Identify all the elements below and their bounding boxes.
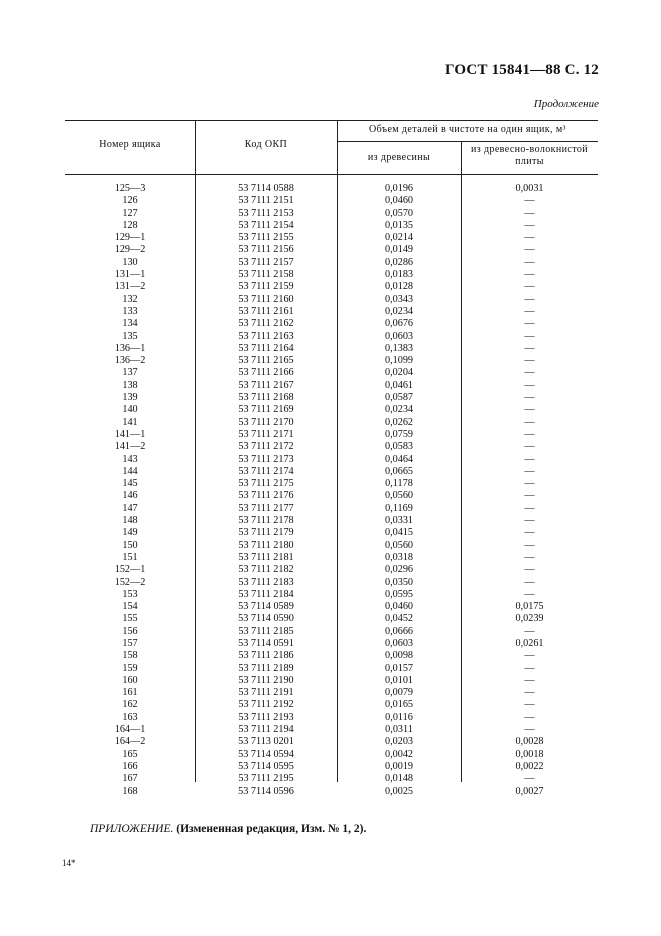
- cell-number: 145: [122, 478, 138, 490]
- cell-wood: 0,1099: [384, 355, 413, 367]
- table-row: [65, 773, 598, 785]
- cell-number: 136—2: [114, 355, 146, 367]
- cell-code: 53 7111 2169: [238, 404, 294, 416]
- cell-number: 128: [122, 219, 138, 231]
- table-row: [65, 589, 598, 601]
- cell-fiberboard: —: [524, 232, 535, 244]
- cell-code: 53 7111 2156: [238, 244, 294, 256]
- cell-code: 53 7111 2189: [238, 662, 294, 674]
- cell-wood: 0,0570: [384, 207, 413, 219]
- table-row: [65, 564, 598, 576]
- cell-fiberboard: —: [524, 428, 535, 440]
- table-row: [65, 331, 598, 343]
- table-row: [65, 318, 598, 330]
- cell-code: 53 7111 2186: [238, 650, 294, 662]
- cell-number: 144: [122, 465, 138, 477]
- cell-fiberboard: —: [524, 465, 535, 477]
- cell-wood: 0,0603: [384, 330, 413, 342]
- cell-code: 53 7111 2164: [238, 342, 294, 354]
- cell-number: 151: [122, 551, 138, 563]
- cell-fiberboard: —: [524, 711, 535, 723]
- cell-wood: 0,0296: [384, 564, 413, 576]
- cell-fiberboard: —: [524, 588, 535, 600]
- table-row: [65, 515, 598, 527]
- cell-fiberboard: —: [524, 392, 535, 404]
- table-row: [65, 490, 598, 502]
- cell-wood: 0,0461: [384, 379, 413, 391]
- cell-fiberboard: —: [524, 305, 535, 317]
- cell-wood: 0,0587: [384, 392, 413, 404]
- table-row: [65, 527, 598, 539]
- table-row: [65, 257, 598, 269]
- cell-wood: 0,0676: [384, 318, 413, 330]
- table-row: [65, 294, 598, 306]
- table-row: [65, 626, 598, 638]
- cell-wood: 0,0183: [384, 269, 413, 281]
- cell-fiberboard: —: [524, 625, 535, 637]
- cell-fiberboard: —: [524, 379, 535, 391]
- cell-fiberboard: —: [524, 539, 535, 551]
- cell-number: 166: [122, 760, 138, 772]
- table-row: [65, 417, 598, 429]
- table-row: [65, 613, 598, 625]
- cell-number: 137: [122, 367, 138, 379]
- cell-fiberboard: —: [524, 527, 535, 539]
- cell-wood: 0,0098: [384, 650, 413, 662]
- document-header: ГОСТ 15841—88 С. 12: [445, 62, 599, 78]
- cell-code: 53 7111 2163: [238, 330, 294, 342]
- cell-number: 146: [122, 490, 138, 502]
- cell-wood: 0,0019: [384, 760, 413, 772]
- table-row: [65, 724, 598, 736]
- table-row: [65, 749, 598, 761]
- cell-fiberboard: —: [524, 724, 535, 736]
- cell-code: 53 7111 2160: [238, 293, 294, 305]
- table-row: [65, 478, 598, 490]
- cell-wood: 0,0042: [384, 748, 413, 760]
- table-row: [65, 577, 598, 589]
- cell-number: 127: [122, 207, 138, 219]
- cell-fiberboard: —: [524, 490, 535, 502]
- cell-fiberboard: —: [524, 318, 535, 330]
- cell-fiberboard: —: [524, 219, 535, 231]
- cell-code: 53 7111 2157: [238, 256, 294, 268]
- cell-code: 53 7111 2158: [238, 269, 294, 281]
- appendix-note: [90, 823, 366, 835]
- cell-code: 53 7111 2175: [238, 478, 294, 490]
- cell-code: 53 7111 2159: [238, 281, 294, 293]
- page-footer-mark: 14*: [62, 858, 76, 868]
- cell-wood: 0,0286: [384, 256, 413, 268]
- cell-number: 136—1: [114, 342, 146, 354]
- cell-code: 53 7111 2161: [238, 305, 294, 317]
- cell-code: 53 7111 2190: [238, 674, 294, 686]
- cell-code: 53 7111 2194: [238, 724, 294, 736]
- cell-number: 156: [122, 625, 138, 637]
- table-row: [65, 503, 598, 515]
- cell-fiberboard: —: [524, 478, 535, 490]
- cell-fiberboard: —: [524, 441, 535, 453]
- table-row: [65, 712, 598, 724]
- cell-wood: 0,0759: [384, 428, 413, 440]
- cell-number: 162: [122, 699, 138, 711]
- note-bold: (Измененная редакция, Изм. № 1, 2).: [176, 823, 367, 835]
- cell-number: 165: [122, 748, 138, 760]
- cell-fiberboard: —: [524, 453, 535, 465]
- col-header-fiberboard: из древесно-волокнистой плиты: [470, 144, 589, 167]
- cell-number: 135: [122, 330, 138, 342]
- cell-wood: 0,0157: [384, 662, 413, 674]
- cell-fiberboard: —: [524, 281, 535, 293]
- table-row: [65, 540, 598, 552]
- cell-wood: 0,0101: [384, 674, 413, 686]
- table-header: [65, 121, 598, 175]
- cell-wood: 0,0460: [384, 195, 413, 207]
- table-row: [65, 663, 598, 675]
- cell-wood: 0,0262: [384, 416, 413, 428]
- cell-number: 161: [122, 687, 138, 699]
- table-row: [65, 404, 598, 416]
- cell-code: 53 7111 2195: [238, 773, 294, 785]
- cell-number: 164—1: [114, 724, 146, 736]
- cell-number: 129—1: [114, 232, 146, 244]
- table-row: [65, 638, 598, 650]
- cell-number: 139: [122, 392, 138, 404]
- cell-wood: 0,0415: [384, 527, 413, 539]
- cell-code: 53 7111 2172: [238, 441, 294, 453]
- cell-number: 152—2: [114, 576, 146, 588]
- cell-code: 53 7111 2180: [238, 539, 294, 551]
- cell-fiberboard: 0,0018: [515, 748, 544, 760]
- cell-number: 164—2: [114, 736, 146, 748]
- table-row: [65, 441, 598, 453]
- cell-wood: 0,0460: [384, 601, 413, 613]
- cell-fiberboard: 0,0028: [515, 736, 544, 748]
- cell-code: 53 7111 2153: [238, 207, 294, 219]
- cell-number: 129—2: [114, 244, 146, 256]
- cell-code: 53 7111 2181: [238, 551, 294, 563]
- table-rows: [65, 183, 598, 798]
- cell-wood: 0,0560: [384, 490, 413, 502]
- cell-wood: 0,0560: [384, 539, 413, 551]
- cell-number: 133: [122, 305, 138, 317]
- col-header-code: Код ОКП: [244, 139, 288, 150]
- table-row: [65, 195, 598, 207]
- cell-fiberboard: —: [524, 564, 535, 576]
- table-row: [65, 269, 598, 281]
- col-header-number: Номер ящика: [99, 139, 161, 150]
- cell-number: 153: [122, 588, 138, 600]
- cell-number: 131—1: [114, 269, 146, 281]
- cell-code: 53 7111 2154: [238, 219, 294, 231]
- cell-wood: 0,0350: [384, 576, 413, 588]
- cell-code: 53 7111 2183: [238, 576, 294, 588]
- table-row: [65, 392, 598, 404]
- table-row: [65, 552, 598, 564]
- cell-wood: 0,1178: [385, 478, 413, 490]
- table-row: [65, 367, 598, 379]
- cell-code: 53 7111 2155: [238, 232, 294, 244]
- cell-number: 131—2: [114, 281, 146, 293]
- cell-code: 53 7114 0596: [238, 785, 294, 797]
- cell-wood: 0,0318: [384, 551, 413, 563]
- cell-number: 147: [122, 502, 138, 514]
- cell-number: 154: [122, 601, 138, 613]
- cell-number: 140: [122, 404, 138, 416]
- cell-code: 53 7111 2184: [238, 588, 294, 600]
- table-row: [65, 380, 598, 392]
- table-row: [65, 429, 598, 441]
- cell-number: 158: [122, 650, 138, 662]
- cell-fiberboard: —: [524, 355, 535, 367]
- cell-fiberboard: 0,0027: [515, 785, 544, 797]
- cell-number: 143: [122, 453, 138, 465]
- cell-fiberboard: —: [524, 502, 535, 514]
- cell-fiberboard: —: [524, 367, 535, 379]
- cell-wood: 0,1383: [384, 342, 413, 354]
- cell-wood: 0,0234: [384, 404, 413, 416]
- cell-wood: 0,0148: [384, 773, 413, 785]
- cell-code: 53 7113 0201: [238, 736, 294, 748]
- cell-code: 53 7111 2173: [238, 453, 294, 465]
- cell-fiberboard: —: [524, 650, 535, 662]
- cell-code: 53 7114 0590: [238, 613, 294, 625]
- continuation-label: Продолжение: [533, 98, 599, 110]
- table-row: [65, 466, 598, 478]
- cell-code: 53 7111 2178: [238, 515, 294, 527]
- cell-fiberboard: —: [524, 256, 535, 268]
- cell-fiberboard: —: [524, 207, 535, 219]
- cell-code: 53 7111 2171: [238, 428, 294, 440]
- col-header-wood: из древесины: [367, 152, 431, 163]
- table-row: [65, 786, 598, 798]
- cell-number: 150: [122, 539, 138, 551]
- cell-number: 141—2: [114, 441, 146, 453]
- cell-number: 134: [122, 318, 138, 330]
- table-row: [65, 601, 598, 613]
- cell-fiberboard: —: [524, 269, 535, 281]
- cell-wood: 0,0234: [384, 305, 413, 317]
- cell-wood: 0,0452: [384, 613, 413, 625]
- cell-code: 53 7111 2151: [238, 195, 294, 207]
- table-row: [65, 454, 598, 466]
- cell-number: 168: [122, 785, 138, 797]
- cell-wood: 0,0331: [384, 515, 413, 527]
- cell-number: 160: [122, 674, 138, 686]
- table-row: [65, 220, 598, 232]
- cell-code: 53 7114 0594: [238, 748, 294, 760]
- cell-number: 157: [122, 637, 138, 649]
- cell-wood: 0,0665: [384, 465, 413, 477]
- cell-fiberboard: 0,0175: [515, 601, 544, 613]
- cell-wood: 0,0196: [384, 183, 413, 194]
- cell-code: 53 7114 0589: [238, 601, 294, 613]
- cell-fiberboard: —: [524, 773, 535, 785]
- cell-wood: 0,0165: [384, 699, 413, 711]
- cell-fiberboard: —: [524, 404, 535, 416]
- cell-fiberboard: —: [524, 687, 535, 699]
- cell-wood: 0,0595: [384, 588, 413, 600]
- cell-fiberboard: —: [524, 293, 535, 305]
- cell-code: 53 7111 2168: [238, 392, 294, 404]
- cell-code: 53 7111 2177: [238, 502, 294, 514]
- cell-wood: 0,1169: [385, 502, 413, 514]
- cell-fiberboard: —: [524, 576, 535, 588]
- table-row: [65, 183, 598, 195]
- cell-code: 53 7114 0595: [238, 760, 294, 772]
- cell-code: 53 7111 2166: [238, 367, 294, 379]
- cell-number: 149: [122, 527, 138, 539]
- cell-number: 159: [122, 662, 138, 674]
- cell-wood: 0,0583: [384, 441, 413, 453]
- cell-fiberboard: 0,0031: [515, 183, 544, 194]
- cell-fiberboard: —: [524, 244, 535, 256]
- cell-fiberboard: —: [524, 330, 535, 342]
- cell-fiberboard: 0,0261: [515, 637, 544, 649]
- cell-code: 53 7111 2191: [238, 687, 294, 699]
- cell-fiberboard: —: [524, 551, 535, 563]
- table-row: [65, 343, 598, 355]
- cell-number: 148: [122, 515, 138, 527]
- cell-wood: 0,0214: [384, 232, 413, 244]
- col-header-volume: Объем деталей в чистоте на один ящик, м³: [369, 124, 566, 135]
- cell-code: 53 7111 2192: [238, 699, 294, 711]
- table-row: [65, 281, 598, 293]
- cell-code: 53 7111 2193: [238, 711, 294, 723]
- cell-wood: 0,0203: [384, 736, 413, 748]
- data-table: [65, 120, 598, 797]
- cell-fiberboard: —: [524, 416, 535, 428]
- cell-code: 53 7111 2174: [238, 465, 294, 477]
- cell-fiberboard: 0,0022: [515, 760, 544, 772]
- table-row: [65, 244, 598, 256]
- table-row: [65, 208, 598, 220]
- cell-number: 132: [122, 293, 138, 305]
- table-row: [65, 761, 598, 773]
- table-row: [65, 232, 598, 244]
- cell-code: 53 7111 2185: [238, 625, 294, 637]
- cell-fiberboard: —: [524, 515, 535, 527]
- table-row: [65, 355, 598, 367]
- cell-code: 53 7111 2176: [238, 490, 294, 502]
- table-row: [65, 306, 598, 318]
- cell-fiberboard: —: [524, 195, 535, 207]
- cell-wood: 0,0311: [385, 724, 413, 736]
- cell-wood: 0,0343: [384, 293, 413, 305]
- cell-number: 138: [122, 379, 138, 391]
- cell-fiberboard: —: [524, 342, 535, 354]
- note-italic: ПРИЛОЖЕНИЕ.: [90, 823, 174, 835]
- cell-wood: 0,0149: [384, 244, 413, 256]
- cell-code: 53 7111 2167: [238, 379, 294, 391]
- table-body: [65, 175, 598, 797]
- cell-fiberboard: 0,0239: [515, 613, 544, 625]
- header-divider: [461, 141, 462, 174]
- cell-number: 167: [122, 773, 138, 785]
- cell-fiberboard: —: [524, 662, 535, 674]
- cell-code: 53 7111 2162: [238, 318, 294, 330]
- table-row: [65, 687, 598, 699]
- cell-wood: 0,0116: [385, 711, 413, 723]
- cell-wood: 0,0603: [384, 637, 413, 649]
- cell-wood: 0,0666: [384, 625, 413, 637]
- cell-code: 53 7111 2182: [238, 564, 294, 576]
- cell-wood: 0,0135: [384, 219, 413, 231]
- cell-code: 53 7111 2179: [238, 527, 294, 539]
- cell-wood: 0,0464: [384, 453, 413, 465]
- cell-number: 155: [122, 613, 138, 625]
- cell-fiberboard: —: [524, 674, 535, 686]
- cell-code: 53 7111 2170: [238, 416, 294, 428]
- cell-number: 141: [122, 416, 138, 428]
- cell-code: 53 7114 0591: [238, 637, 294, 649]
- cell-wood: 0,0025: [384, 785, 413, 797]
- cell-fiberboard: —: [524, 699, 535, 711]
- table-row: [65, 675, 598, 687]
- cell-number: 141—1: [114, 428, 146, 440]
- header-sub-rule: [337, 141, 598, 142]
- cell-wood: 0,0079: [384, 687, 413, 699]
- cell-number: 126: [122, 195, 138, 207]
- table-row: [65, 736, 598, 748]
- cell-wood: 0,0204: [384, 367, 413, 379]
- cell-code: 53 7114 0588: [238, 183, 294, 194]
- table-row: [65, 699, 598, 711]
- cell-code: 53 7111 2165: [238, 355, 294, 367]
- table-row: [65, 650, 598, 662]
- cell-number: 125—3: [114, 183, 146, 194]
- cell-number: 130: [122, 256, 138, 268]
- cell-number: 163: [122, 711, 138, 723]
- cell-number: 152—1: [114, 564, 146, 576]
- cell-wood: 0,0128: [384, 281, 413, 293]
